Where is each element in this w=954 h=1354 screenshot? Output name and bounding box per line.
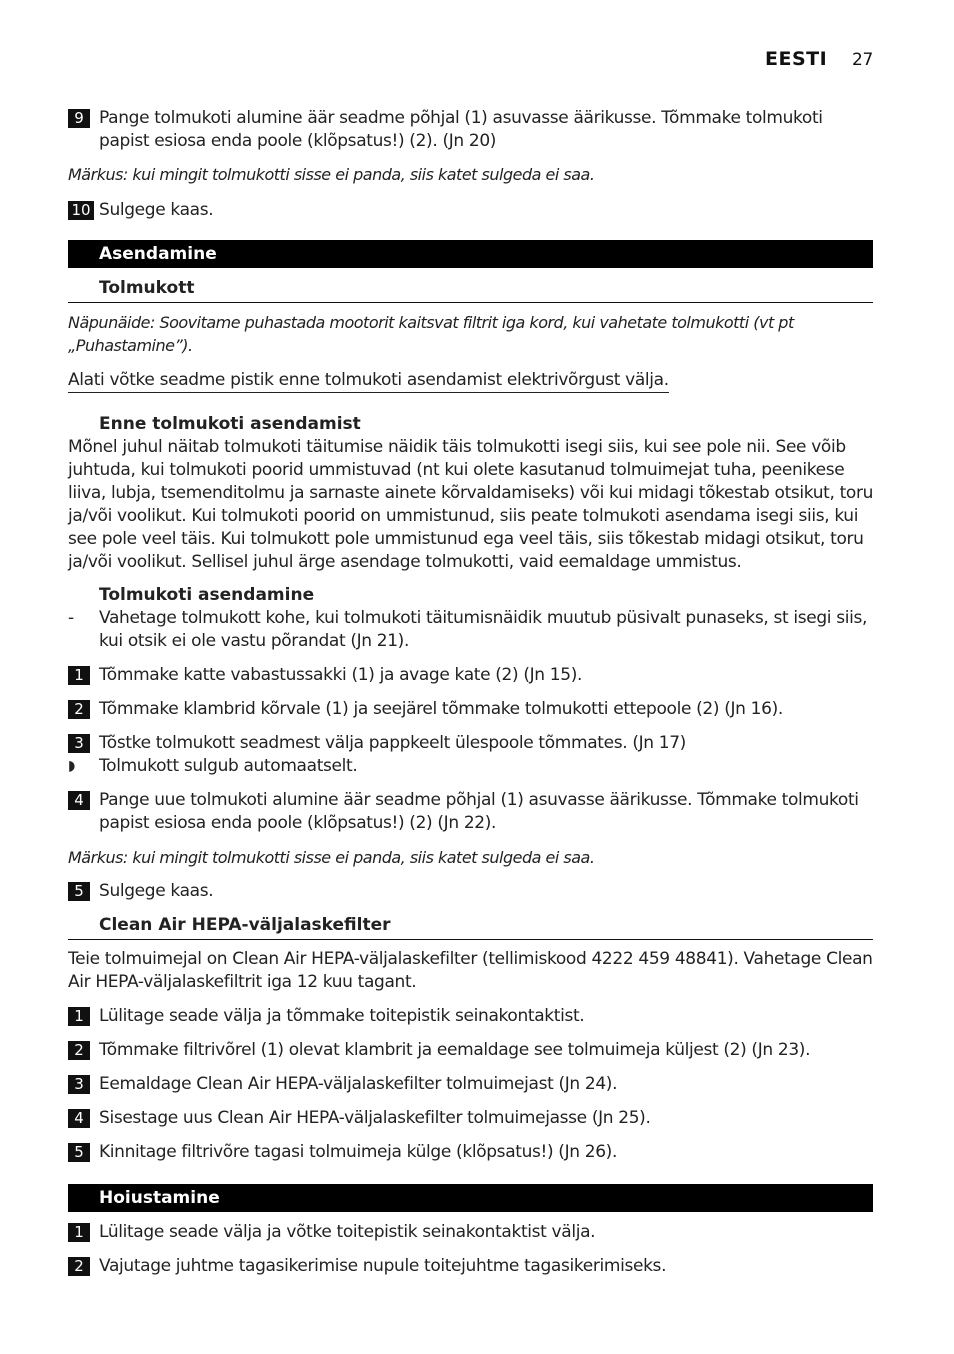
step-number: 3 <box>68 734 90 753</box>
subheading-tolmukott: Tolmukott <box>68 277 873 303</box>
step-number: 3 <box>68 1075 90 1094</box>
step-text: Eemaldage Clean Air HEPA-väljalaskefilter tolmuimejast (Jn 24). <box>99 1074 618 1094</box>
step-text: Tõmmake katte vabastussakki (1) ja avage kate (2) (Jn 15). <box>99 665 583 685</box>
result-line <box>68 755 357 778</box>
dash-item <box>68 607 874 653</box>
step-number: 1 <box>68 1223 90 1242</box>
step-text: Tõmmake klambrid kõrvale (1) ja seejärel tõmmake tolmukotti ettepoole (2) (Jn 16). <box>99 699 783 719</box>
paragraph-hepa: Teie tolmuimejal on Clean Air HEPA-väljalaskefilter (tellimiskood 4222 459 48841). Vahetage Clean Air HEPA-väljalaskefiltrit iga 12 kuu tagant. <box>68 949 873 992</box>
step-number: 4 <box>68 1109 90 1128</box>
step-text: Sisestage uus Clean Air HEPA-väljalaskefilter tolmuimejasse (Jn 25). <box>99 1108 651 1128</box>
page-number: 27 <box>852 50 873 70</box>
replace-step-2 <box>68 698 874 721</box>
storage-step-1 <box>68 1221 874 1244</box>
replace-step-3 <box>68 732 874 755</box>
step-text: Lülitage seade välja ja võtke toitepistik seinakontaktist välja. <box>99 1222 596 1242</box>
step-text: Vajutage juhtme tagasikerimise nupule toitejuhtme tagasikerimiseks. <box>99 1256 667 1276</box>
language-label: EESTI <box>765 48 828 70</box>
storage-step-2 <box>68 1255 874 1278</box>
step-text: Tõmmake filtrivõrel (1) olevat klambrit ja eemaldage see tolmuimeja küljest (2) (Jn 23). <box>99 1040 811 1060</box>
step-number: 1 <box>68 1007 90 1026</box>
replace-step-5 <box>68 880 874 903</box>
step-text: Tõstke tolmukott seadmest välja pappkeelt ülespoole tõmmates. (Jn 17) <box>99 733 686 753</box>
step-text: Lülitage seade välja ja tõmmake toitepistik seinakontaktist. <box>99 1006 585 1026</box>
result-arrow-icon: ◗ <box>68 758 76 774</box>
result-text: Tolmukott sulgub automaatselt. <box>99 756 358 776</box>
section-heading-asendamine: Asendamine <box>68 240 873 268</box>
step-text: Kinnitage filtrivõre tagasi tolmuimeja külge (klõpsatus!) (Jn 26). <box>99 1142 617 1162</box>
tip: Näpunäide: Soovitame puhastada mootorit kaitsvat filtrit iga kord, kui vahetate tolmukotti (vt pt „Puhastamine”). <box>68 313 794 355</box>
heading-tolmukoti-asendamine: Tolmukoti asendamine <box>99 585 315 605</box>
section-heading-hoiustamine: Hoiustamine <box>68 1184 873 1212</box>
step-number: 2 <box>68 700 90 719</box>
step-9 <box>68 107 874 153</box>
subheading-hepa: Clean Air HEPA-väljalaskefilter <box>68 914 873 940</box>
hepa-step-4 <box>68 1107 874 1130</box>
step-number: 10 <box>68 201 94 220</box>
note: Märkus: kui mingit tolmukotti sisse ei panda, siis katet sulgeda ei saa. <box>68 165 595 184</box>
heading-enne-tolmukoti-asendamist: Enne tolmukoti asendamist <box>99 414 361 434</box>
step-text: Pange uue tolmukoti alumine äär seadme põhjal (1) asuvasse äärikusse. Tõmmake tolmukoti papist esiosa enda poole (klõpsatus!) (2) (Jn 22). <box>99 790 859 833</box>
step-text: Sulgege kaas. <box>99 200 214 220</box>
dash-text: Vahetage tolmukott kohe, kui tolmukoti täitumisnäidik muutub püsivalt punaseks, st isegi siis, kui otsik ei ole vastu põrandat (Jn 21). <box>99 608 868 651</box>
hepa-step-3 <box>68 1073 874 1096</box>
dash-mark: - <box>68 608 74 628</box>
step-text: Sulgege kaas. <box>99 881 214 901</box>
hepa-step-1 <box>68 1005 874 1028</box>
step-number: 5 <box>68 1143 90 1162</box>
paragraph-enne: Mõnel juhul näitab tolmukoti täitumise näidik täis tolmukotti isegi siis, kui see pole nii. See võib juhtuda, kui tolmukoti poorid ummistuvad (nt kui olete kasutanud tolmuimejat tuha, peenikese liiva, lubja, tsemenditolmu ja sarnaste ainete kõrvaldamiseks) või kui midagi tõkestab otsikut, toru ja/või voolikut. Kui tolmukoti poorid on ummistunud, siis peate tolmukoti asendama isegi siis, kui see pole veel täis. Kui tolmukott pole ummistunud ega veel täis, siis tõkestab midagi otsikut, toru ja/või voolikut. Sellisel juhul ärge asendage tolmukotti, vaid eemaldage ummistus. <box>68 437 874 572</box>
step-number: 5 <box>68 882 90 901</box>
step-number: 9 <box>68 109 90 128</box>
step-text: Pange tolmukoti alumine äär seadme põhjal (1) asuvasse äärikusse. Tõmmake tolmukoti papist esiosa enda poole (klõpsatus!) (2). (Jn 20) <box>99 108 823 151</box>
replace-step-4 <box>68 789 874 835</box>
hepa-step-2 <box>68 1039 874 1062</box>
note: Märkus: kui mingit tolmukotti sisse ei panda, siis katet sulgeda ei saa. <box>68 848 595 867</box>
step-number: 4 <box>68 791 90 810</box>
step-number: 1 <box>68 666 90 685</box>
step-10 <box>68 199 874 222</box>
hepa-step-5 <box>68 1141 874 1164</box>
replace-step-1 <box>68 664 874 687</box>
warning: Alati võtke seadme pistik enne tolmukoti asendamist elektrivõrgust välja. <box>68 368 669 393</box>
step-number: 2 <box>68 1041 90 1060</box>
step-number: 2 <box>68 1257 90 1276</box>
